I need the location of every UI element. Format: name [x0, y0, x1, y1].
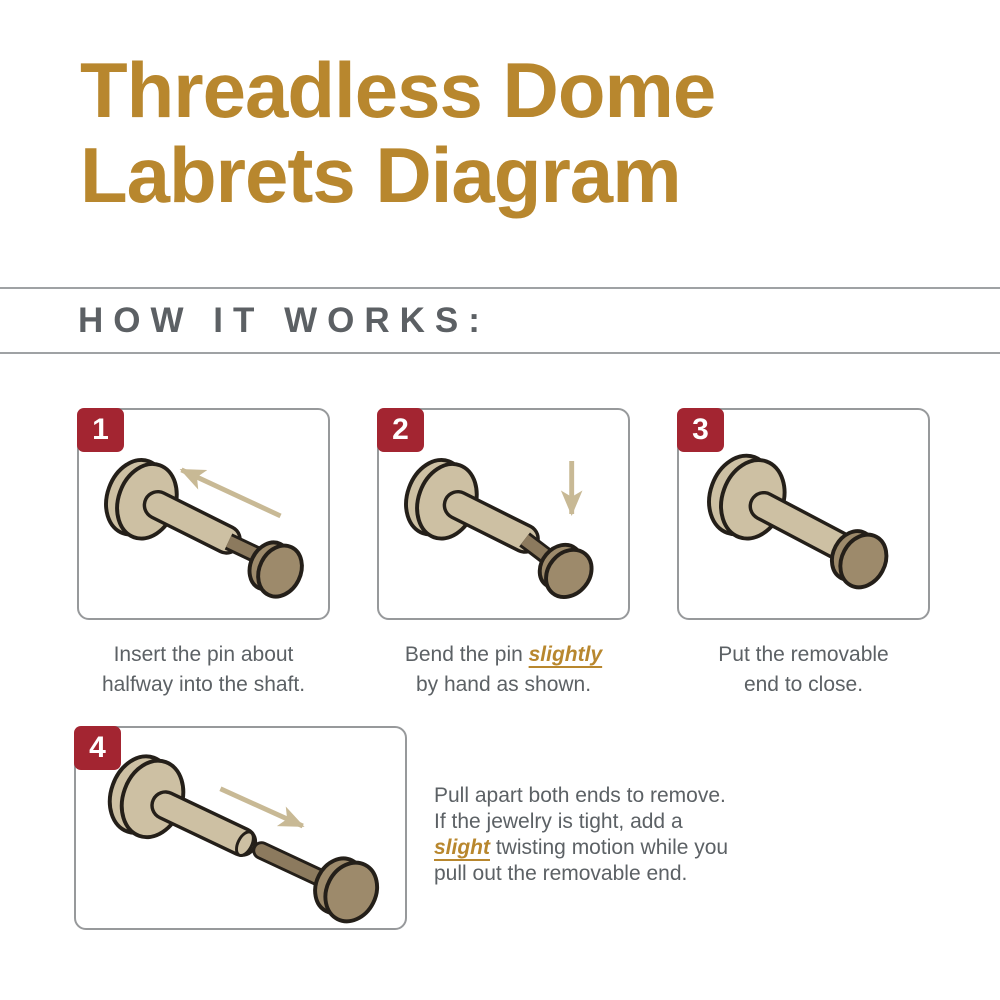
section-header-band — [0, 287, 1000, 354]
page-title — [80, 48, 715, 218]
dome-end — [305, 848, 387, 928]
disc-backplate — [698, 447, 795, 548]
step4-caption-line4: pull out the removable end. — [434, 862, 688, 885]
step2-caption-line1-pre: Bend the pin — [404, 643, 529, 666]
page-title-line1: Threadless Dome — [80, 46, 716, 134]
step3-number-badge: 3 — [677, 408, 724, 452]
step2-panel — [377, 408, 630, 620]
shaft — [764, 506, 839, 545]
step1-panel — [77, 408, 330, 620]
pin-removed — [262, 851, 323, 879]
step4-caption-line3-rest: twisting motion while you — [490, 836, 729, 859]
step4-caption-emphasis: slight — [434, 836, 490, 859]
shaft — [166, 805, 242, 841]
step2-caption — [377, 640, 630, 700]
step1-number-badge: 1 — [77, 408, 124, 452]
step4-panel — [74, 726, 407, 930]
step4-number-badge: 4 — [74, 726, 121, 770]
shaft — [158, 505, 227, 539]
step2-number-badge: 2 — [377, 408, 424, 452]
page-title-line2: Labrets Diagram — [80, 131, 681, 219]
step1-caption-line2: halfway into the shaft. — [101, 673, 306, 696]
step3-caption-line2: end to close. — [743, 673, 864, 696]
step3-caption-line1: Put the removable — [718, 643, 889, 666]
section-heading: HOW IT WORKS: — [78, 300, 490, 340]
arrow-down-right-icon — [220, 789, 302, 826]
step3-panel — [677, 408, 930, 620]
step3-caption — [677, 640, 930, 700]
step1-caption-line1: Insert the pin about — [113, 643, 294, 666]
step4-caption-line1: Pull apart both ends to remove. — [434, 784, 726, 807]
step2-caption-line2: by hand as shown. — [415, 673, 592, 696]
shaft — [458, 505, 525, 538]
step4-caption-line2: If the jewelry is tight, add a — [434, 810, 683, 833]
step4-caption — [434, 783, 754, 887]
step1-caption — [77, 640, 330, 700]
step4-illustration — [76, 728, 405, 928]
step2-caption-emphasis: slightly — [528, 643, 603, 666]
